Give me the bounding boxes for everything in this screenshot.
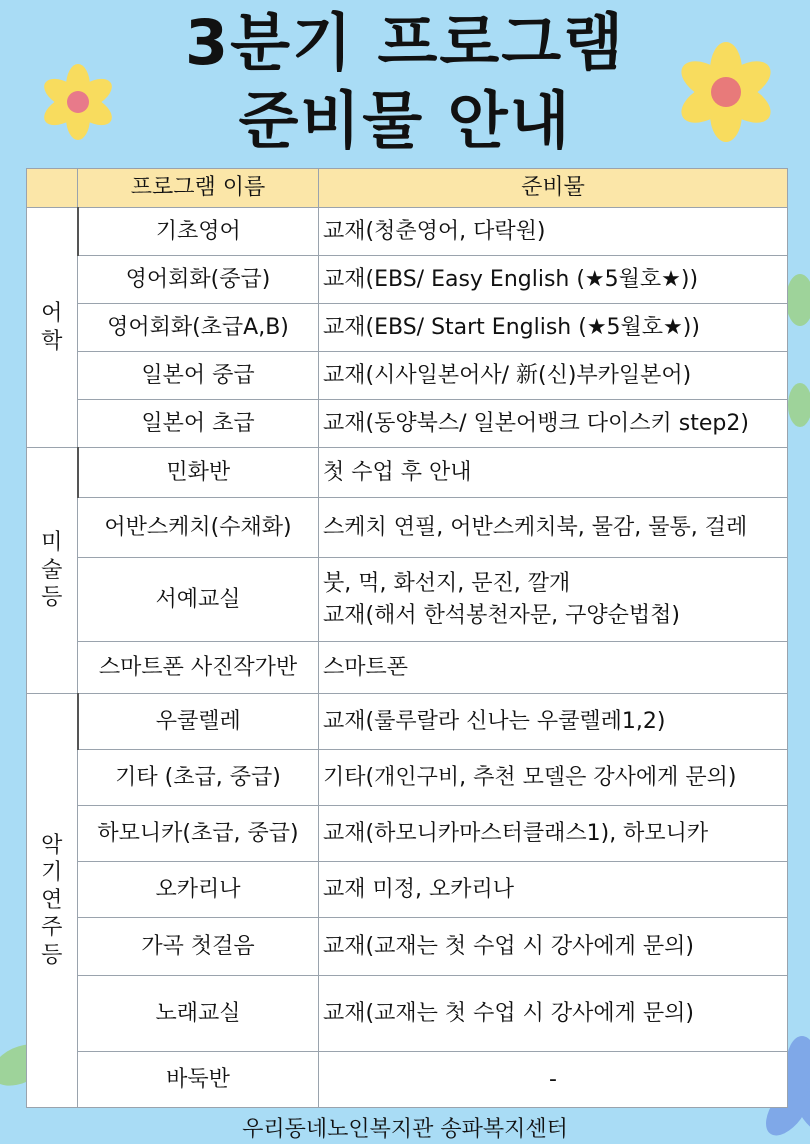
category-language: 어학 <box>27 208 78 448</box>
program-name: 기초영어 <box>78 208 319 256</box>
program-supplies: 교재 미정, 오카리나 <box>319 862 788 918</box>
program-supplies: 교재(교재는 첫 수업 시 강사에게 문의) <box>319 976 788 1052</box>
footer-organization: 우리동네노인복지관 송파복지센터 <box>242 1117 568 1142</box>
supplies-line2: 교재(해서 한석봉천자문, 구양순법첩) <box>323 602 680 628</box>
page-title-line2: 준비물 안내 <box>238 84 572 157</box>
program-supplies: 교재(시사일본어사/ 新(신)부카일본어) <box>319 352 788 400</box>
table-row <box>27 806 788 862</box>
table-row <box>27 750 788 806</box>
header-program: 프로그램 이름 <box>78 169 319 208</box>
table-row <box>27 498 788 558</box>
program-supplies: 교재(EBS/ Easy English (★5월호★)) <box>319 256 788 304</box>
program-name: 서예교실 <box>78 558 319 642</box>
table-row <box>27 448 788 498</box>
table-row <box>27 352 788 400</box>
program-supplies: 기타(개인구비, 추천 모델은 강사에게 문의) <box>319 750 788 806</box>
program-name: 노래교실 <box>78 976 319 1052</box>
page-title-line1: 3분기 프로그램 <box>184 6 626 79</box>
table-header-row <box>27 169 788 208</box>
supplies-line1: 붓, 먹, 화선지, 문진, 깔개 <box>323 570 571 596</box>
program-name: 일본어 초급 <box>78 400 319 448</box>
table-row <box>27 976 788 1052</box>
header-supplies: 준비물 <box>319 169 788 208</box>
program-supplies: 교재(룰루랄라 신나는 우쿨렐레1,2) <box>319 694 788 750</box>
table-row <box>27 558 788 642</box>
program-supplies: 교재(하모니카마스터클래스1), 하모니카 <box>319 806 788 862</box>
program-name: 하모니카(초급, 중급) <box>78 806 319 862</box>
table-row <box>27 208 788 256</box>
program-supplies-multiline <box>319 558 788 642</box>
table-row <box>27 256 788 304</box>
program-supplies: 스마트폰 <box>319 642 788 694</box>
program-supplies: 교재(동양북스/ 일본어뱅크 다이스키 step2) <box>319 400 788 448</box>
program-name: 우쿨렐레 <box>78 694 319 750</box>
table-row <box>27 400 788 448</box>
table-row <box>27 862 788 918</box>
program-name: 가곡 첫걸음 <box>78 918 319 976</box>
program-name: 오카리나 <box>78 862 319 918</box>
program-supplies: 첫 수업 후 안내 <box>319 448 788 498</box>
table-row <box>27 304 788 352</box>
program-supplies: 교재(교재는 첫 수업 시 강사에게 문의) <box>319 918 788 976</box>
program-supplies: 교재(EBS/ Start English (★5월호★)) <box>319 304 788 352</box>
table-row <box>27 918 788 976</box>
program-name: 기타 (초급, 중급) <box>78 750 319 806</box>
program-name: 영어회화(중급) <box>78 256 319 304</box>
table-row <box>27 642 788 694</box>
table-row <box>27 694 788 750</box>
category-art: 미술 등 <box>27 448 78 694</box>
program-name: 바둑반 <box>78 1052 319 1108</box>
program-name: 스마트폰 사진작가반 <box>78 642 319 694</box>
program-name: 일본어 중급 <box>78 352 319 400</box>
table-row <box>27 1052 788 1108</box>
program-supplies: - <box>319 1052 788 1108</box>
program-name: 민화반 <box>78 448 319 498</box>
supplies-table <box>26 168 788 1108</box>
category-instrument: 악기연주 등 <box>27 694 78 1108</box>
program-supplies: 스케치 연필, 어반스케치북, 물감, 물통, 걸레 <box>319 498 788 558</box>
header-category <box>27 169 78 208</box>
program-name: 어반스케치(수채화) <box>78 498 319 558</box>
program-name: 영어회화(초급A,B) <box>78 304 319 352</box>
program-supplies: 교재(청춘영어, 다락원) <box>319 208 788 256</box>
